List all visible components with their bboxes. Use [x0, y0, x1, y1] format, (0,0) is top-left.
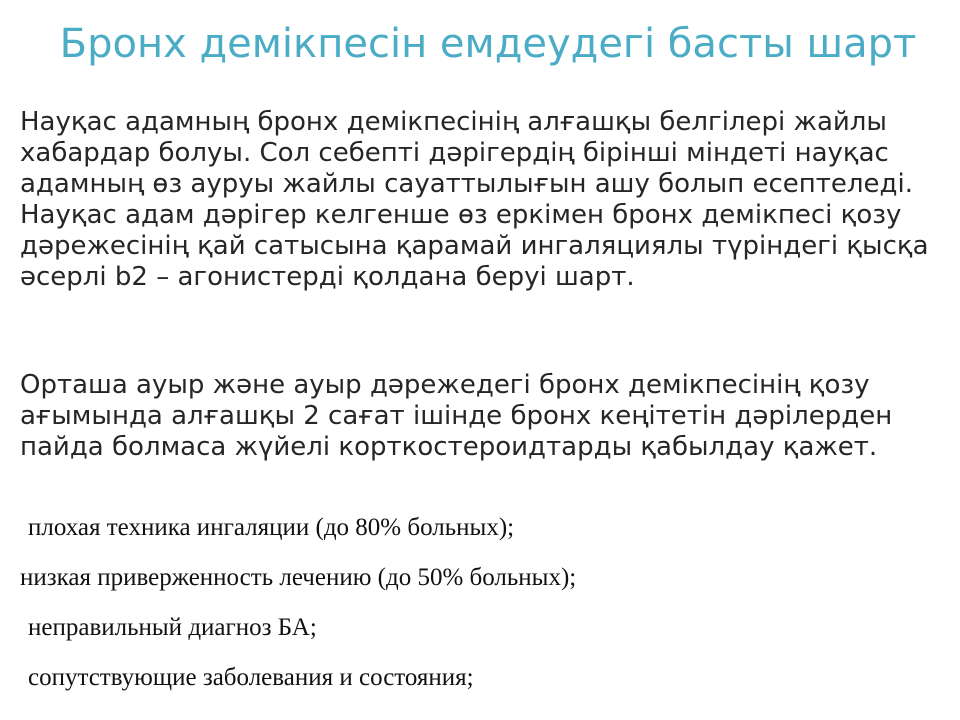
paragraph-patient-awareness: Науқас адамның бронх демікпесінің алғашқы белгілері жайлы хабардар болуы. Сол себепті дәрігердің бірінші міндеті науқас адамның өз ауруы жайлы сауаттылығын ашу болып есептеледі. Науқас адам дәрігер келгенше өз еркімен бронх демікпесі қозу дәрежесінің қай сатысына қарамай ингаляциялы түріндегі қысқа әсерлі b2 – агонистерді қолдана беруі шарт. [20, 107, 929, 292]
list-item-wrong-diagnosis: неправильный диагноз БА; [28, 614, 317, 641]
list-item-comorbidities: сопутствующие заболевания и состояния; [28, 664, 474, 691]
list-item-adherence: низкая приверженность лечению (до 50% больных); [20, 564, 577, 591]
slide-title: Бронх демікпесін емдеудегі басты шарт [59, 21, 917, 67]
list-item-inhalation-technique: плохая техника ингаляции (до 80% больных); [28, 514, 515, 541]
paragraph-corticosteroids: Орташа ауыр және ауыр дәрежедегі бронх демікпесінің қозу ағымында алғашқы 2 сағат ішінде бронх кеңітетін дәрілерден пайда болмаса жүйелі корткостероидтарды қабылдау қажет. [20, 370, 893, 462]
